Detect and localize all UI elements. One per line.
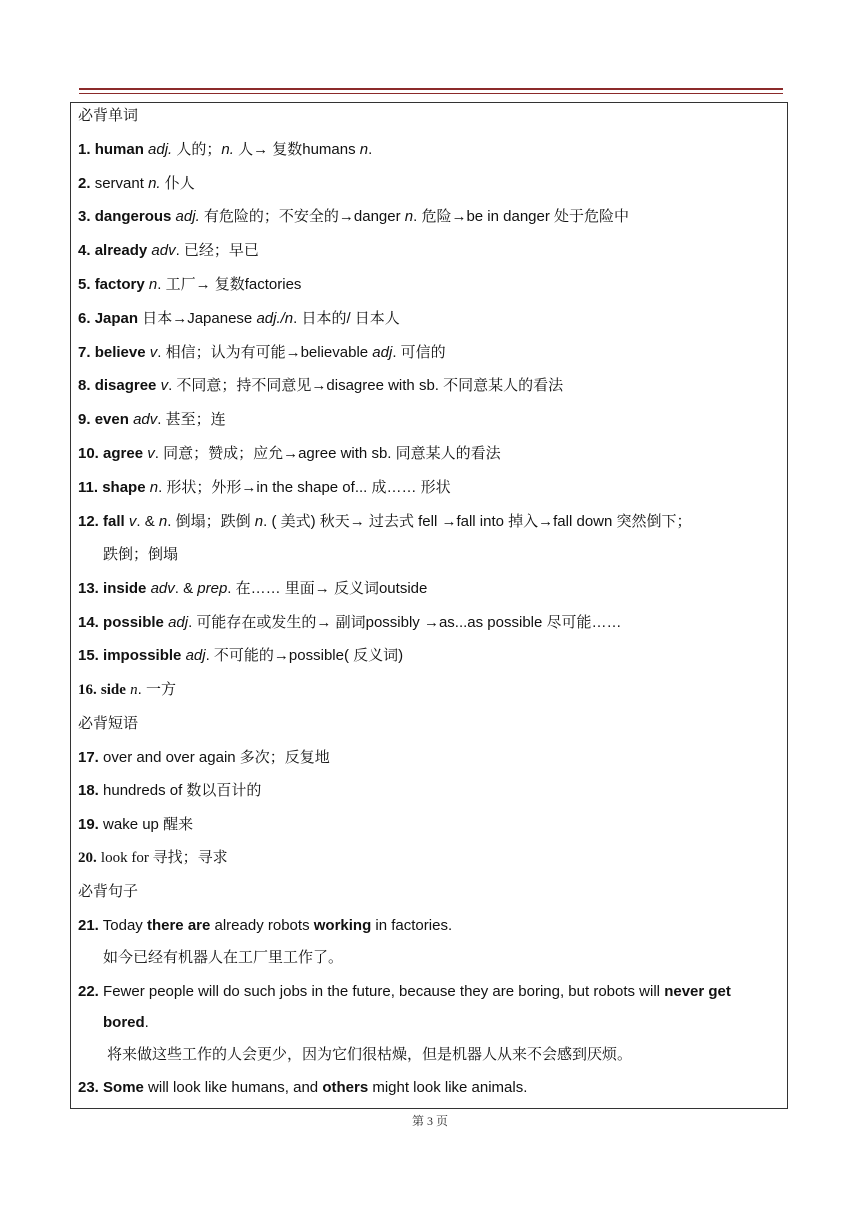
vocab-item-15: 15. impossible adj. 不可能的→possible( 反义词) bbox=[78, 647, 404, 664]
page-number: 第 3 页 bbox=[411, 1114, 449, 1128]
sentence-item-22-continued: bored. bbox=[103, 1014, 149, 1031]
vocab-item-13: 13. inside adv. & prep. 在…… 里面→ 反义词outside bbox=[78, 580, 428, 597]
vocab-item-16: 16. side n. 一方 bbox=[78, 681, 176, 698]
vocab-item-7: 7. believe v. 相信；认为有可能→believable adj. 可信的 bbox=[78, 344, 446, 361]
vocab-item-2: 2. servant n. 仆人 bbox=[78, 175, 195, 192]
header-rule-thick bbox=[79, 88, 783, 90]
sentence-item-23: 23. Some will look like humans, and others might look like animals. bbox=[78, 1079, 528, 1096]
vocab-item-4: 4. already adv. 已经；早已 bbox=[78, 242, 259, 259]
vocab-item-6: 6. Japan 日本→Japanese adj./n. 日本的/ 日本人 bbox=[78, 310, 400, 327]
phrase-item-19: 19. wake up 醒来 bbox=[78, 816, 194, 833]
vocab-item-12: 12. fall v. & n. 倒塌；跌倒 n. ( 美式) 秋天→ 过去式 fell →fall into 掉入→fall down 突然倒下； bbox=[78, 513, 692, 530]
phrase-item-17: 17. over and over again 多次；反复地 bbox=[78, 749, 330, 766]
vocab-item-12-continued: 跌倒；倒塌 bbox=[103, 546, 179, 563]
sentence-item-21-translation: 如今已经有机器人在工厂里工作了。 bbox=[103, 949, 344, 966]
section-heading-sentences: 必背句子 bbox=[78, 883, 139, 900]
section-heading-phrases: 必背短语 bbox=[78, 715, 139, 732]
sentence-item-22-translation: 将来做这些工作的人会更少，因为它们很枯燥，但是机器人从来不会感到厌烦。 bbox=[107, 1046, 633, 1063]
vocab-item-10: 10. agree v. 同意；赞成；应允→agree with sb. 同意某人的看法 bbox=[78, 445, 501, 462]
vocab-item-9: 9. even adv. 甚至；连 bbox=[78, 411, 226, 428]
vocab-item-1: 1. human adj. 人的；n. 人→ 复数humans n. bbox=[78, 141, 373, 158]
phrase-item-20: 20. look for 寻找；寻求 bbox=[78, 850, 228, 866]
vocab-item-3: 3. dangerous adj. 有危险的；不安全的→danger n. 危险→be in danger 处于危险中 bbox=[78, 208, 630, 225]
header-rule-thin bbox=[79, 93, 783, 94]
vocab-item-11: 11. shape n. 形状；外形→in the shape of... 成…… 形状 bbox=[78, 479, 451, 496]
vocab-item-14: 14. possible adj. 可能存在或发生的→ 副词possibly →as...as possible 尽可能…… bbox=[78, 614, 622, 631]
vocab-item-5: 5. factory n. 工厂→ 复数factories bbox=[78, 276, 302, 293]
sentence-item-22: 22. Fewer people will do such jobs in the future, because they are boring, but robots will never get bbox=[78, 983, 731, 1000]
vocab-item-8: 8. disagree v. 不同意；持不同意见→disagree with sb. 不同意某人的看法 bbox=[78, 377, 564, 394]
section-heading-words: 必背单词 bbox=[78, 107, 139, 124]
phrase-item-18: 18. hundreds of 数以百计的 bbox=[78, 782, 262, 799]
sentence-item-21: 21. Today there are already robots working in factories. bbox=[78, 917, 453, 934]
